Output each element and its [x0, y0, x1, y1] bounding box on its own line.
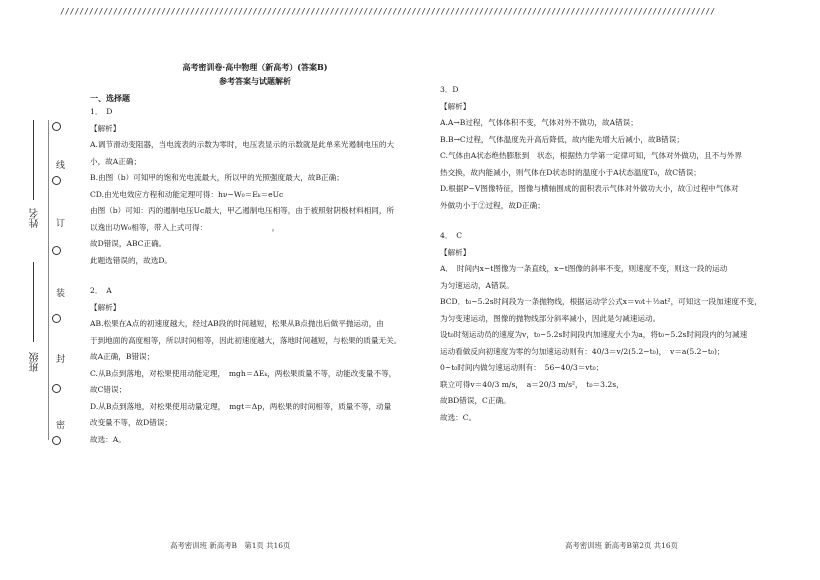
name-underline — [33, 120, 34, 200]
text-line: 故BD错误，C正确。 — [440, 396, 511, 405]
binding-circle-5 — [52, 384, 61, 396]
footer-left: 高考密训班 新高考B 第1页 共16页 — [170, 541, 291, 550]
text-line: C.气体由A状态绝热膨胀到 状态，根据热力学第一定律可知，气体对外做功，且不与外界 — [440, 151, 742, 160]
text-line: D.根据P−V图像特征，图像与横轴围成的面积表示气体对外做功大小，故①过程中气体对 — [440, 184, 739, 193]
text-line: 1． D — [90, 107, 113, 116]
text-line: 设t₀时刻运动员的速度为v，t₀~5.2s时间段内加速度大小为a，将t₀~5.2s时间段内的匀减速 — [440, 330, 748, 339]
document-title: 高考密训卷·高中物理（新高考）(答案B) — [182, 62, 328, 72]
text-line: 【解析】 — [440, 247, 471, 257]
binding-char-feng: 封 — [56, 355, 66, 365]
text-line: 【解析】 — [90, 302, 121, 312]
text-line: C.从B点到落地，对松果使用动能定理， mgh＝ΔEₖ，两松果质量不等，动能改变量不等， — [90, 368, 397, 378]
page-right — [440, 82, 785, 426]
text-line: 以逸出功W₀相等，带入上式可得： ， — [90, 222, 280, 232]
text-line: CD.由光电效应方程和动能定理可得：hν−W₀＝Eₖ＝eUc — [90, 189, 284, 199]
text-line: 由图（b）可知：丙的遏制电压Uc最大，甲乙遏制电压相等，由于被照射阴极材料相同，所 — [90, 206, 395, 215]
section-heading: 一、选择题 — [90, 93, 130, 103]
text-line: AB.松果在A点的初速度越大，经过AB段的时间越短，松果从B点抛出后做平抛运动，由 — [90, 319, 384, 328]
binding-char-ding: 订 — [56, 219, 66, 229]
text-line: A.A→B过程，气体体积不变，气体对外不做功，故A错误； — [440, 118, 638, 127]
text-line: 联立可得v＝40/3 m/s， a＝20/3 m/s²， t₀＝3.2s， — [440, 379, 624, 389]
name-label: 姓名 — [30, 208, 41, 228]
text-line: 改变量不等，故D错误； — [90, 418, 173, 427]
binding-char-zhuang: 装 — [56, 289, 66, 299]
binding-circle-2 — [52, 176, 61, 188]
text-line: 热交换，故内能减小，则气体在D状态时的温度小于A状态温度T₀，故C错误； — [440, 167, 701, 177]
text-line: 此题选错误的，故选D。 — [90, 255, 173, 265]
text-line: 故C错误； — [90, 385, 127, 394]
footer-right: 高考密训班 新高考B第2页 共16页 — [565, 541, 678, 550]
binding-circle-3 — [52, 246, 61, 258]
text-line: D.从B点到落地，对松果使用动量定理， mgt＝Δp，两松果的时间相等，质量不等，动量 — [90, 401, 392, 411]
page-left — [90, 50, 420, 448]
text-line: BCD．t₀~5.2s时间段为一条抛物线，根据运动学公式x＝v₀t＋½at²，可知这一段加速度不变， — [440, 297, 762, 306]
binding-circle-1 — [52, 122, 61, 134]
text-line: 为匀速运动，A错误。 — [440, 280, 514, 290]
text-line: B.由图（b）可知甲的饱和光电流最大，所以甲的光照强度最大，故B正确； — [90, 173, 344, 182]
text-line: 故A正确，B错误； — [90, 352, 155, 361]
text-line: 2． A — [90, 286, 112, 295]
text-line: 于到地面的高度相等，所以时间相等，因此初速度越大，落地时间越短，与松果的质量无关。 — [90, 335, 402, 345]
right-content — [440, 82, 785, 426]
binding-char-xian: 线 — [56, 161, 66, 171]
text-line: 为匀变速运动，图像的抛物线部分斜率减小，因此是匀减速运动。 — [440, 313, 661, 323]
binding-circle-6 — [52, 436, 61, 448]
document-subtitle: 参考答案与试题解析 — [219, 76, 291, 86]
binding-char-mi: 密 — [56, 421, 66, 431]
text-line: 【解析】 — [440, 101, 471, 111]
binding-circle-4 — [52, 314, 61, 326]
spacer — [440, 214, 785, 228]
text-line: 小，故A正确； — [90, 156, 142, 166]
text-line: 4． C — [440, 231, 463, 240]
left-content — [90, 104, 420, 448]
class-underline — [33, 262, 34, 342]
text-line: 外做功小于②过程，故D正确； — [440, 200, 545, 210]
text-line: 0~t₀时间内做匀速运动则有： 56−40/3＝vt₀； — [440, 363, 604, 372]
text-line: 【解析】 — [90, 123, 121, 133]
text-line: 故选：A。 — [90, 434, 126, 444]
text-line: A.调节滑动变阻器，当电流表的示数为零时，电压表显示的示数就是此单来光遏制电压的大 — [90, 140, 395, 149]
binding-line — [48, 120, 49, 440]
spacer — [90, 269, 420, 283]
text-line: 故选：C。 — [440, 412, 477, 422]
text-line: 3．D — [440, 85, 459, 94]
class-label: 班级 — [30, 352, 41, 372]
text-line: B.B→C过程，气体温度先升高后降低，故内能先增大后减小，故B错误； — [440, 134, 684, 144]
text-line: 运动看做反向初速度为零的匀加速运动则有：40/3＝v/2(5.2−t₀)， v＝a(5.2−t₀)； — [440, 346, 725, 356]
text-line: A． 时间内x−t图像为一条直线，x−t图像的斜率不变，则速度不变，则这一段的运动 — [440, 264, 728, 273]
binding-slash-strip: //////////////////////////////////////////////////////////////////////////////////////////////////////////////////////////////////////// — [60, 7, 716, 16]
text-line: 故D错误，ABC正确。 — [90, 239, 167, 248]
